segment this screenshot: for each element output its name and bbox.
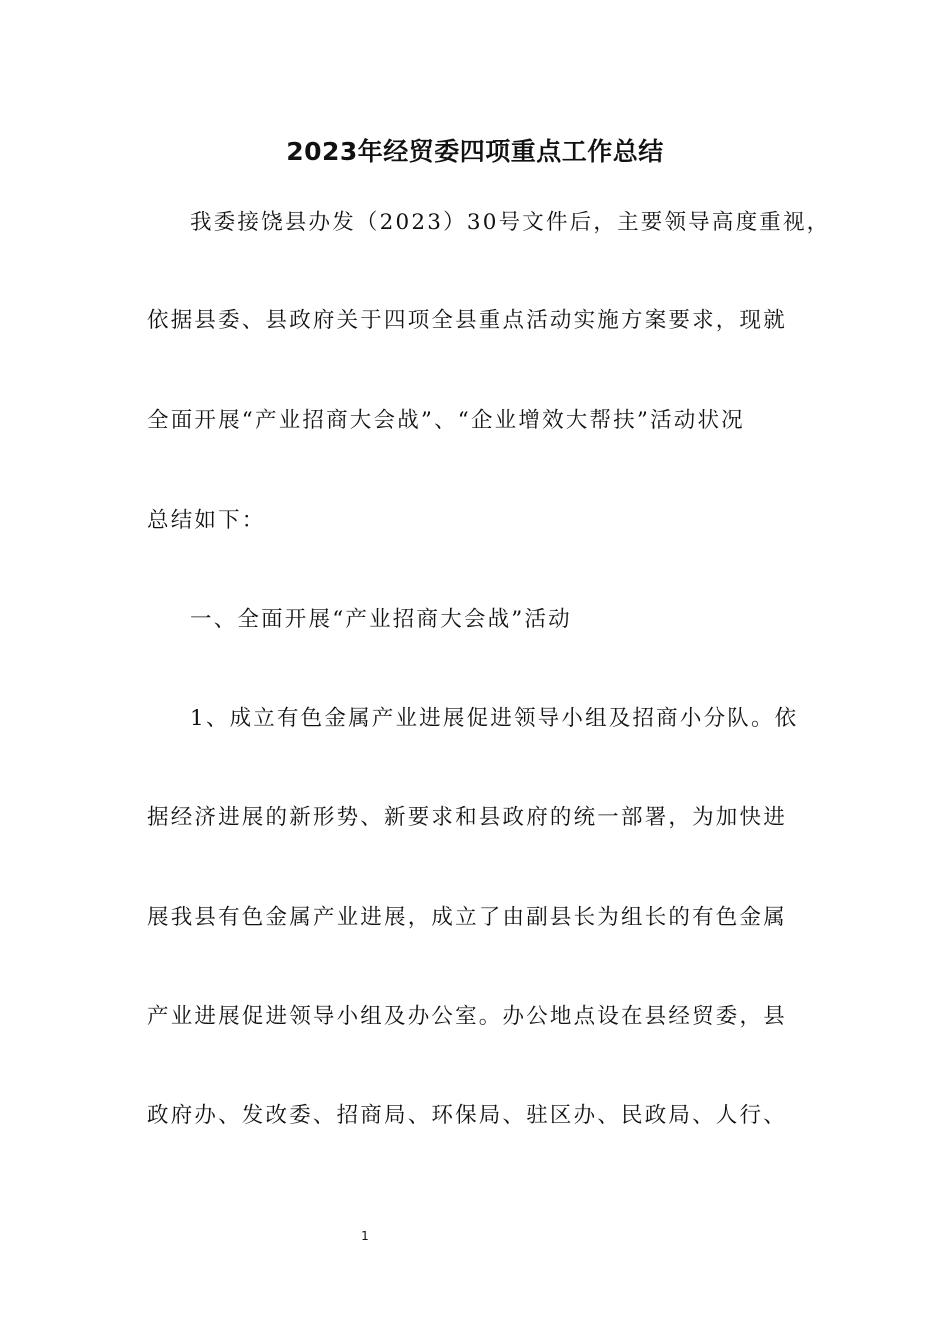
paragraph-line-2: 依据县委、县政府关于四项全县重点活动实施方案要求，现就 xyxy=(147,308,787,333)
paragraph-line-9: 政府办、发改委、招商局、环保局、驻区办、民政局、人行、 xyxy=(147,1103,787,1128)
paragraph-line-8: 产业进展促进领导小组及办公室。办公地点设在县经贸委，县 xyxy=(147,1004,787,1029)
document-title: 2023年经贸委四项重点工作总结 xyxy=(286,137,664,166)
paragraph-line-5: 1、成立有色金属产业进展促进领导小组及招商小分队。依 xyxy=(190,706,799,731)
paragraph-line-7: 展我县有色金属产业进展，成立了由副县长为组长的有色金属 xyxy=(147,905,787,930)
section-heading-1: 一、全面开展“产业招商大会战”活动 xyxy=(190,607,572,632)
paragraph-line-1: 我委接饶县办发（2023）30号文件后，主要领导高度重视， xyxy=(190,210,831,235)
paragraph-line-6: 据经济进展的新形势、新要求和县政府的统一部署，为加快进 xyxy=(147,805,787,830)
paragraph-line-4: 总结如下： xyxy=(147,508,266,533)
paragraph-line-3: 全面开展“产业招商大会战”、“企业增效大帮扶”活动状况 xyxy=(147,408,745,433)
page-number: 1 xyxy=(361,1229,369,1243)
